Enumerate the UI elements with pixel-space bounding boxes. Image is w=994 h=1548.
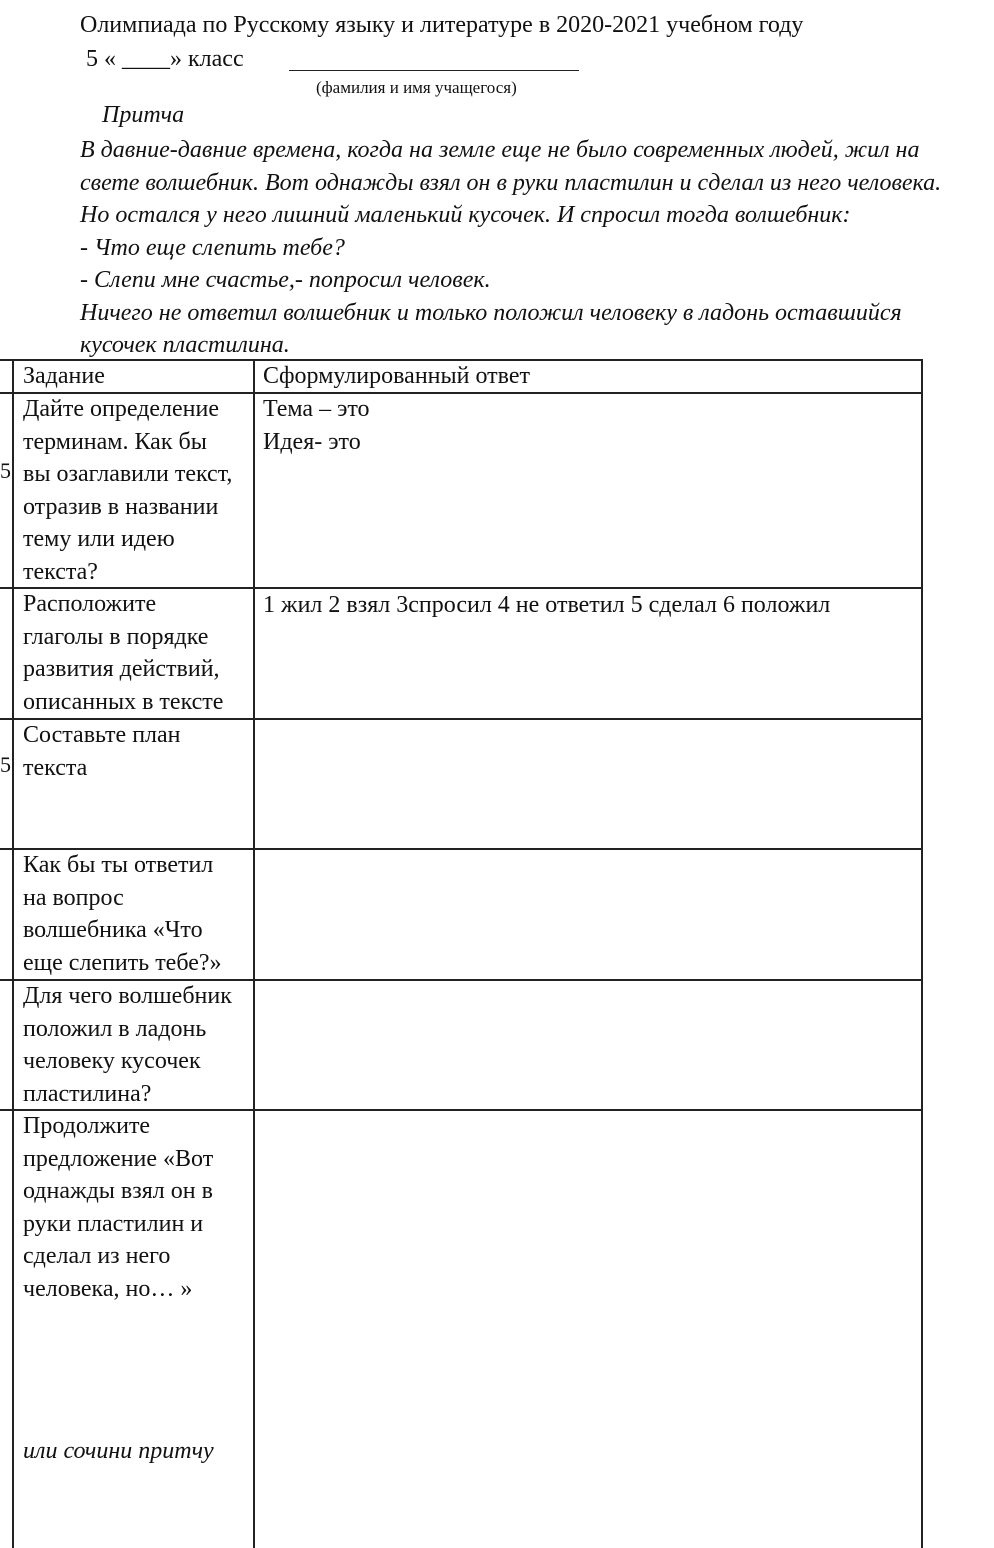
parable-line: - Что еще слепить тебе? [80, 234, 345, 261]
table-border-left [12, 359, 14, 1548]
task-line: еще слепить тебе?» [23, 949, 222, 976]
task-line: человека, но… » [23, 1275, 193, 1302]
table-column-divider [253, 359, 255, 1548]
column-header-answer: Сформулированный ответ [263, 363, 530, 389]
task-line: руки пластилин и [23, 1210, 204, 1237]
task-line: тему или идею [23, 526, 175, 552]
parable-text [80, 134, 941, 362]
task-line: текста? [23, 558, 98, 585]
task-cell-1 [23, 393, 232, 588]
task-line: Как бы ты ответил [23, 852, 214, 878]
class-line: 5 « ____» класс [86, 46, 244, 72]
task-line: на вопрос [23, 884, 124, 911]
parable-line: кусочек пластилина. [80, 332, 290, 358]
student-name-field[interactable] [289, 48, 579, 71]
task-cell-6 [23, 1110, 213, 1305]
answer-cell-2[interactable] [263, 589, 830, 622]
page-title: Олимпиада по Русскому языку и литературе в 2020-2021 учебном году [80, 12, 804, 38]
task-line: однажды взял он в [23, 1178, 213, 1204]
left-margin-mark: 5 [0, 752, 11, 777]
task-line: Продолжите [23, 1113, 151, 1139]
task-line: Составьте план [23, 722, 181, 748]
task-cell-3 [23, 719, 181, 784]
task-line: Расположите [23, 591, 157, 617]
parable-line: В давние-давние времена, когда на земле еще не было современных людей, жил на [80, 137, 920, 163]
student-name-caption: (фамилия и имя учащегося) [316, 78, 517, 97]
task-line: вы озаглавили текст, [23, 461, 233, 487]
parable-line: свете волшебник. Вот однажды взял он в руки пластилин и сделал из него человека. [80, 169, 942, 196]
task-line: отразив в названии [23, 493, 219, 520]
task-line: текста [23, 754, 88, 781]
answer-line: Идея- это [263, 428, 361, 455]
task-line: глаголы в порядке [23, 623, 209, 650]
task-line: человеку кусочек [23, 1048, 201, 1074]
task-line: Для чего волшебник [23, 983, 232, 1009]
answer-cell-4[interactable] [263, 849, 913, 974]
task-line: предложение «Вот [23, 1145, 214, 1172]
task-cell-5 [23, 980, 232, 1110]
column-header-task: Задание [23, 363, 105, 389]
answer-cell-1[interactable] [263, 393, 370, 458]
parable-line: - Слепи мне счастье,- попросил человек. [80, 267, 491, 293]
task-line: пластилина? [23, 1080, 152, 1107]
task-line: Дайте определение [23, 396, 220, 422]
task-line: положил в ладонь [23, 1015, 207, 1042]
table-border-right [921, 359, 923, 1548]
task-line: волшебника «Что [23, 917, 203, 943]
task-line: сделал из него [23, 1243, 171, 1269]
task-line: развития действий, [23, 656, 220, 682]
answer-cell-6[interactable] [263, 1110, 913, 1540]
task-cell-4 [23, 849, 222, 979]
task-line: описанных в тексте [23, 688, 224, 715]
task-note: или сочини притчу [23, 1438, 214, 1464]
answer-line: 1 жил 2 взял 3спросил 4 не ответил 5 сделал 6 положил [263, 592, 831, 618]
answer-cell-3[interactable] [263, 719, 913, 844]
answer-cell-5[interactable] [263, 980, 913, 1105]
parable-line: Но остался у него лишний маленький кусочек. И спросил тогда волшебник: [80, 202, 851, 228]
answer-line: Тема – это [263, 396, 370, 422]
task-cell-2 [23, 588, 223, 718]
parable-heading: Притча [102, 102, 185, 128]
left-margin-mark: 5 [0, 458, 11, 483]
parable-line: Ничего не ответил волшебник и только положил человеку в ладонь оставшийся [80, 299, 902, 326]
task-line: терминам. Как бы [23, 428, 207, 455]
